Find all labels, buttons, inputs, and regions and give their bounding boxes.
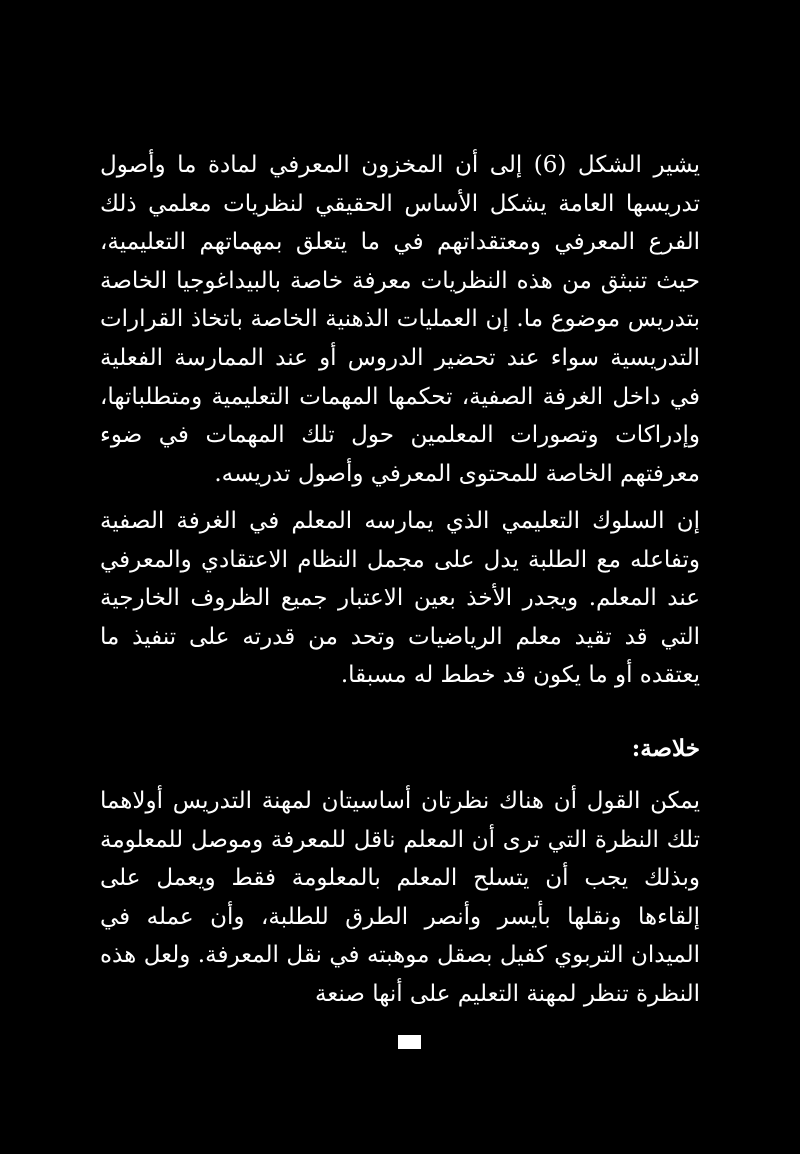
summary-heading: خلاصة: xyxy=(631,735,700,762)
body-paragraph-2 xyxy=(100,502,700,695)
paragraph-text: يمكن القول أن هناك نظرتان أساسيتان لمهنة التدريس أولاهما تلك النظرة التي ترى أن المعلم ناقل للمعرفة وموصل للمعلومة وبذلك يجب أن يتسلح المعلم بالمعلومة فقط ويعمل على إلقاءها ونقلها بأيسر وأنصر الطرق للطلبة، وأن عمله في الميدان التربوي كفيل بصقل موهبته في نقل المعرفة. ولعل هذه النظرة تنظر لمهنة التعليم على أنها صنعة xyxy=(100,788,700,1007)
paragraph-text: إن السلوك التعليمي الذي يمارسه المعلم في الغرفة الصفية وتفاعله مع الطلبة يدل على مجمل النظام الاعتقادي والمعرفي عند المعلم. ويجدر الأخذ بعين الاعتبار جميع الظروف الخارجية التي قد تقيد معلم الرياضيات وتحد من قدرته على تنفيذ ما يعتقده أو ما يكون قد خطط له مسبقا. xyxy=(100,508,700,689)
body-paragraph-1 xyxy=(100,146,700,493)
page-number-marker xyxy=(398,1035,421,1049)
summary-paragraph xyxy=(100,782,700,1014)
paragraph-text: يشير الشكل (6) إلى أن المخزون المعرفي لمادة ما وأصول تدريسها العامة يشكل الأساس الحقيقي لنظريات معلمي ذلك الفرع المعرفي ومعتقداتهم في ما يتعلق بمهماتهم التعليمية، حيث تنبثق من هذه النظريات معرفة خاصة بالبيداغوجيا الخاصة بتدريس موضوع ما. إن العمليات الذهنية الخاصة باتخاذ القرارات التدريسية سواء عند تحضير الدروس أو عند الممارسة الفعلية في داخل الغرفة الصفية، تحكمها المهمات التعليمية ومتطلباتها، وإدراكات وتصورات المعلمين حول تلك المهمات في ضوء معرفتهم الخاصة للمحتوى المعرفي وأصول تدريسه. xyxy=(100,152,700,487)
